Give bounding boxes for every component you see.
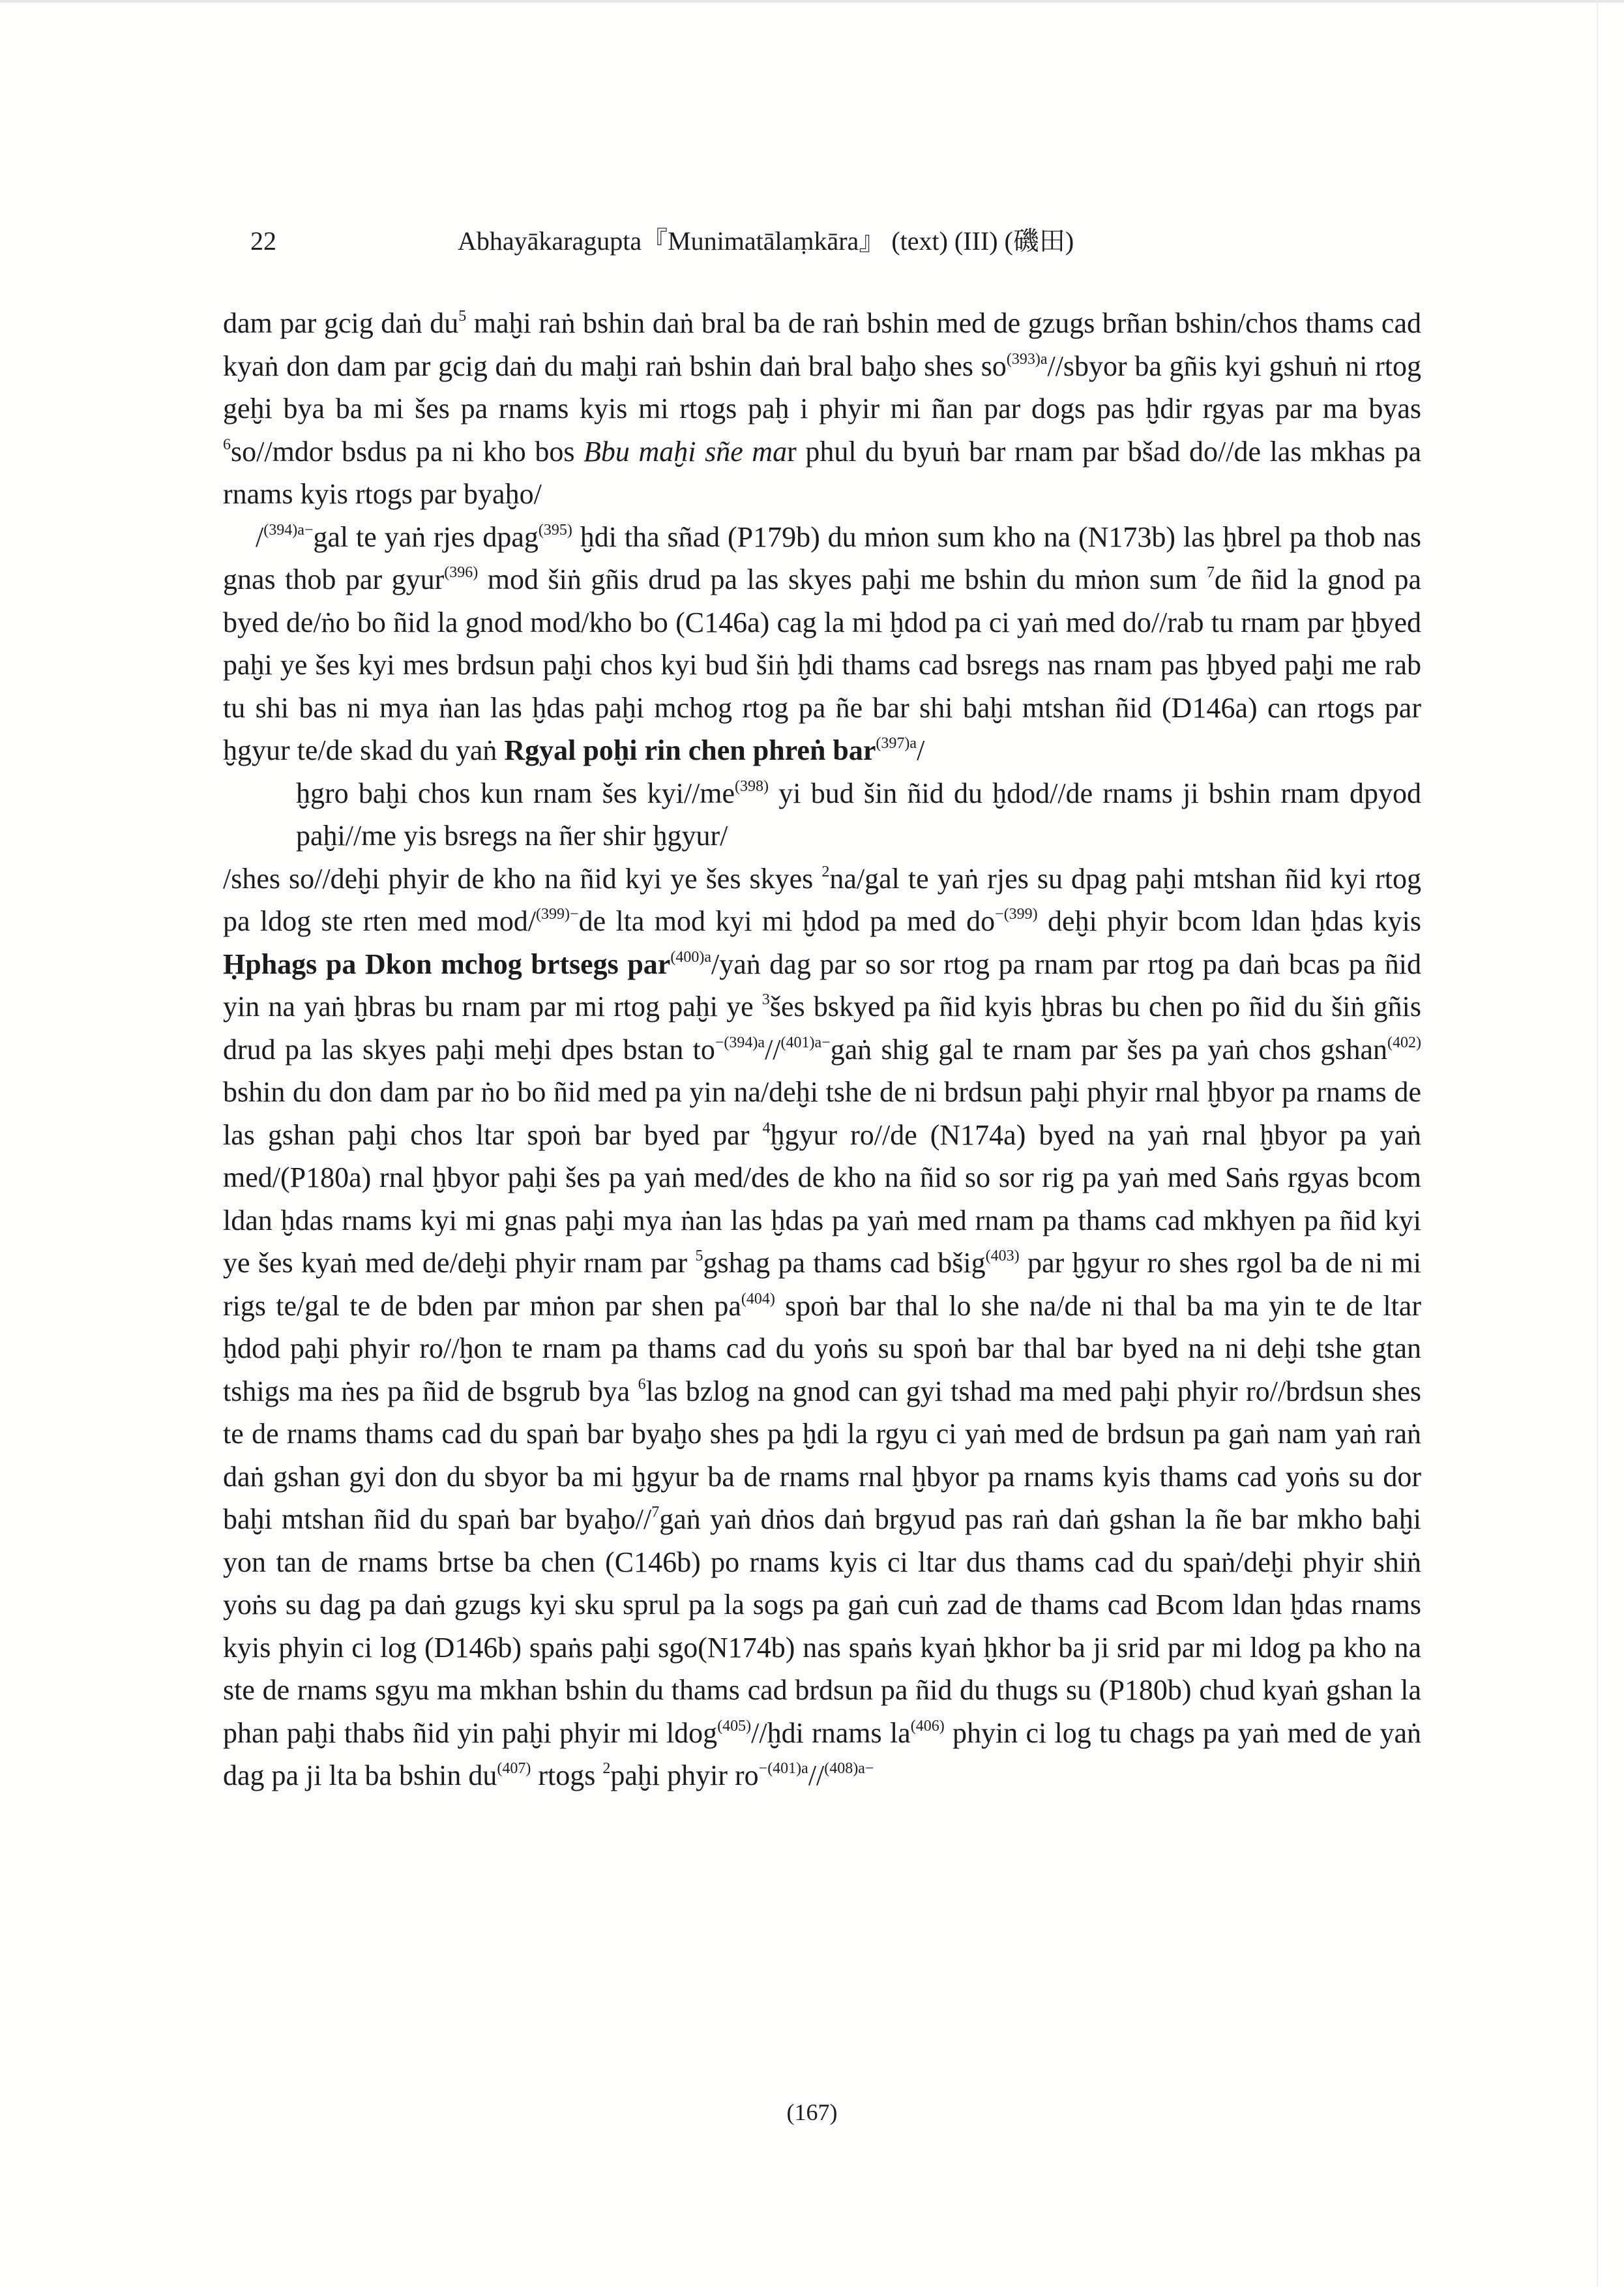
text-run: gaṅ yaṅ dṅos daṅ brgyud pas raṅ daṅ gshan la ñe bar mkho baḫi yon tan de rnams brtse ba chen (C146b) po rnams kyis ci ltar dus thams cad du spaṅ/deḫi phyir shiṅ yoṅs su dag pa daṅ gzugs kyi sku sprul pa la sogs pa gaṅ cuṅ zad de thams cad Bcom ldan ḫdas rnams kyis phyin ci log (D146b) spaṅs paḫi sgo(N174b) nas spaṅs kyaṅ ḫkhor ba ji srid par mi ldog pa kho na ste de rnams sgyu ma mkhan bshin du thams cad brdsun pa ñid du thugs su (P180b) chud kyaṅ gshan la phan paḫi thabs ñid yin paḫi phyir mi ldog bbox=[223, 1503, 1421, 1749]
text-run: maḫi raṅ bshin daṅ bral ba de raṅ bshin med de gzugs brñan bshin/chos thams cad kyaṅ don dam par gcig daṅ du maḫi raṅ bshin daṅ bral baḫo shes so bbox=[223, 307, 1421, 382]
text-run: // bbox=[765, 1033, 781, 1066]
footnote-marker: −(399) bbox=[995, 906, 1038, 923]
text-run: phyin ci log tu chags pa yaṅ med de yaṅ dag pa ji lta ba bshin du bbox=[223, 1716, 1421, 1791]
footnote-marker: −(401)a bbox=[758, 1760, 808, 1777]
footer-page-label: (167) bbox=[786, 2099, 838, 2125]
text-run: na/gal te yaṅ rjes su dpag paḫi mtshan ñid kyi rtog pa ldog ste rten med mod/ bbox=[223, 862, 1421, 937]
footnote-marker: (402) bbox=[1387, 1034, 1421, 1051]
text-run: /yaṅ dag par so sor rtog pa rnam par rtog pa daṅ bcas pa ñid yin na yaṅ ḫbras bu rnam par mi rtog paḫi ye bbox=[223, 948, 1421, 1023]
footnote-marker: 7 bbox=[651, 1504, 660, 1521]
text-run: yi bud šin ñid du ḫdod//de rnams ji bshin rnam dpyod paḫi//me yis bsregs na ñer shir ḫgyur/ bbox=[296, 777, 1422, 852]
text-run: /shes so//deḫi phyir de kho na ñid kyi ye šes skyes bbox=[223, 862, 822, 895]
bold-title: Ḥphags pa Dkon mchog brtsegs par bbox=[223, 948, 671, 980]
footnote-marker: (401)a− bbox=[780, 1034, 831, 1051]
text-run: / bbox=[256, 520, 264, 553]
text-run: par ḫgyur ro shes rgol ba de ni mi rigs te/gal te de bden par mṅon par shen pa bbox=[223, 1247, 1421, 1322]
italic-title: Bbu maḫi sñe ma bbox=[583, 435, 788, 468]
footnote-marker: 6 bbox=[638, 1375, 646, 1393]
verse-quote bbox=[223, 772, 1421, 858]
text-run: bshin du don dam par ṅo bo ñid med pa yin na/deḫi tshe de ni brdsun paḫi phyir rnal ḫbyor pa rnams de las gshan paḫi chos ltar spoṅ bar byed par bbox=[223, 1076, 1421, 1151]
text-run: paḫi phyir ro bbox=[610, 1759, 759, 1791]
footnote-marker: 3 bbox=[761, 991, 770, 1008]
footnote-marker: 7 bbox=[1206, 564, 1215, 581]
page-top-edge bbox=[0, 0, 1624, 3]
text-run: / bbox=[917, 734, 925, 766]
text-run: ḫgro baḫi chos kun rnam šes kyi//me bbox=[296, 777, 735, 809]
footnote-marker: (395) bbox=[538, 521, 572, 539]
text-run: deḫi phyir bcom ldan ḫdas kyis bbox=[1037, 905, 1421, 937]
text-run: rtogs bbox=[531, 1759, 603, 1791]
footnote-marker: −(394)a bbox=[715, 1034, 765, 1051]
footnote-marker: (405) bbox=[717, 1717, 752, 1735]
footnote-marker: 2 bbox=[821, 863, 830, 880]
footnote-marker: (408)a− bbox=[824, 1760, 874, 1777]
running-title: Abhayākaragupta『Munimatālaṃkāra』 (text) (III) (磯田) bbox=[458, 226, 1074, 256]
text-run: ḫdi tha sñad (P179b) du mṅon sum kho na (N173b) las ḫbrel pa thob nas gnas thob par gyur bbox=[223, 520, 1421, 595]
running-header bbox=[223, 222, 1462, 261]
text-run: de lta mod kyi mi ḫdod pa med do bbox=[578, 905, 996, 937]
text-run: //sbyor ba gñis kyi gshuṅ ni rtog geḫi bya ba mi šes pa rnams kyis mi rtogs paḫ i phyir mi ñan par dogs pas ḫdir rgyas par ma byas bbox=[223, 350, 1421, 425]
footnote-marker: (404) bbox=[741, 1290, 775, 1308]
paragraph bbox=[223, 858, 1421, 1797]
footnote-marker: (407) bbox=[497, 1760, 531, 1777]
footnote-marker: (394)a− bbox=[263, 521, 314, 539]
footnote-marker: (396) bbox=[444, 564, 479, 581]
footnote-marker: 5 bbox=[695, 1248, 703, 1264]
footnote-marker: (403) bbox=[985, 1248, 1020, 1264]
main-text bbox=[223, 302, 1421, 1797]
footnote-marker: (393)a bbox=[1006, 350, 1048, 368]
text-run: las bzlog na gnod can gyi tshad ma med paḫi phyir ro//brdsun shes te de rnams thams cad du spaṅ bar byaḫo shes pa ḫdi la rgyu ci yaṅ med de brdsun pa gaṅ nam yaṅ raṅ daṅ gshan gyi don du sbyor ba mi ḫgyur ba de rnams rnal ḫbyor pa rnams kyis thams cad yoṅs su dor baḫi mtshan ñid du spaṅ bar byaḫo// bbox=[223, 1375, 1421, 1535]
footnote-marker: 5 bbox=[458, 308, 467, 325]
paragraph bbox=[223, 516, 1421, 772]
footnote-marker: (399)− bbox=[536, 906, 579, 923]
text-run: spoṅ bar thal lo she na/de ni thal ba ma yin te de ltar ḫdod paḫi phyir ro//ḫon te rnam pa thams cad du yoṅs su spoṅ bar thal bar byed na ni deḫi tshe gtan tshigs ma ṅes pa ñid de bsgrub bya bbox=[223, 1289, 1421, 1407]
page-number: 22 bbox=[250, 226, 276, 256]
text-run: dam par gcig daṅ du bbox=[223, 307, 459, 339]
page-right-edge bbox=[1597, 0, 1598, 2287]
text-run: de ñid la gnod pa byed de/ṅo bo ñid la gnod mod/kho bo (C146a) cag la mi ḫdod pa ci yaṅ med do//rab tu rnam par ḫbyed paḫi ye šes kyi mes brdsun paḫi chos kyi bud šiṅ ḫdi thams cad bsregs nas rnam pas ḫbyed paḫi me rab tu shi bas ni mya ṅan las ḫdas paḫi mchog rtog pa ñe bar shi baḫi mtshan ñid (D146a) can rtogs par ḫgyur te/de skad du yaṅ bbox=[223, 563, 1421, 766]
text-run: gaṅ shig gal te rnam par šes pa yaṅ chos gshan bbox=[830, 1033, 1388, 1066]
footnote-marker: (398) bbox=[735, 777, 769, 795]
text-run: // bbox=[808, 1759, 825, 1791]
text-run: //ḫdi rnams la bbox=[751, 1716, 911, 1749]
text-run: ḫgyur ro//de (N174a) byed na yaṅ rnal ḫbyor pa yaṅ med/(P180a) rnal ḫbyor paḫi šes pa yaṅ med/des de kho na ñid so sor rig pa yaṅ med Saṅs rgyas bcom ldan ḫdas rnams kyi mi gnas paḫi mya ṅan las ḫdas pa yaṅ med rnam pa thams cad mkhyen pa ñid kyi ye šes kyaṅ med de/deḫi phyir rnam par bbox=[223, 1118, 1421, 1279]
text-run: so//mdor bsdus pa ni kho bos bbox=[231, 435, 584, 468]
footnote-marker: (406) bbox=[910, 1717, 945, 1735]
text-run: šes bskyed pa ñid kyis ḫbras bu chen po ñid du šiṅ gñis drud pa las skyes paḫi meḫi dpes bstan to bbox=[223, 991, 1421, 1066]
paragraph bbox=[223, 302, 1421, 516]
footnote-marker: (397)a bbox=[876, 735, 917, 752]
footnote-marker: 2 bbox=[602, 1760, 611, 1777]
bold-title: Rgyal poḫi rin chen phreṅ bar bbox=[504, 734, 876, 766]
text-run: gal te yaṅ rjes dpag bbox=[313, 520, 539, 553]
text-run: r phul du byuṅ bar rnam par bšad do//de las mkhas pa rnams kyis rtogs par byaḫo/ bbox=[223, 435, 1422, 510]
text-run: mod šiṅ gñis drud pa las skyes paḫi me bshin du mṅon sum bbox=[478, 563, 1207, 595]
footnote-marker: 6 bbox=[223, 436, 231, 453]
footnote-marker: 4 bbox=[762, 1119, 771, 1137]
text-run: gshag pa thams cad bšig bbox=[703, 1247, 986, 1279]
footnote-marker: (400)a bbox=[670, 948, 711, 966]
